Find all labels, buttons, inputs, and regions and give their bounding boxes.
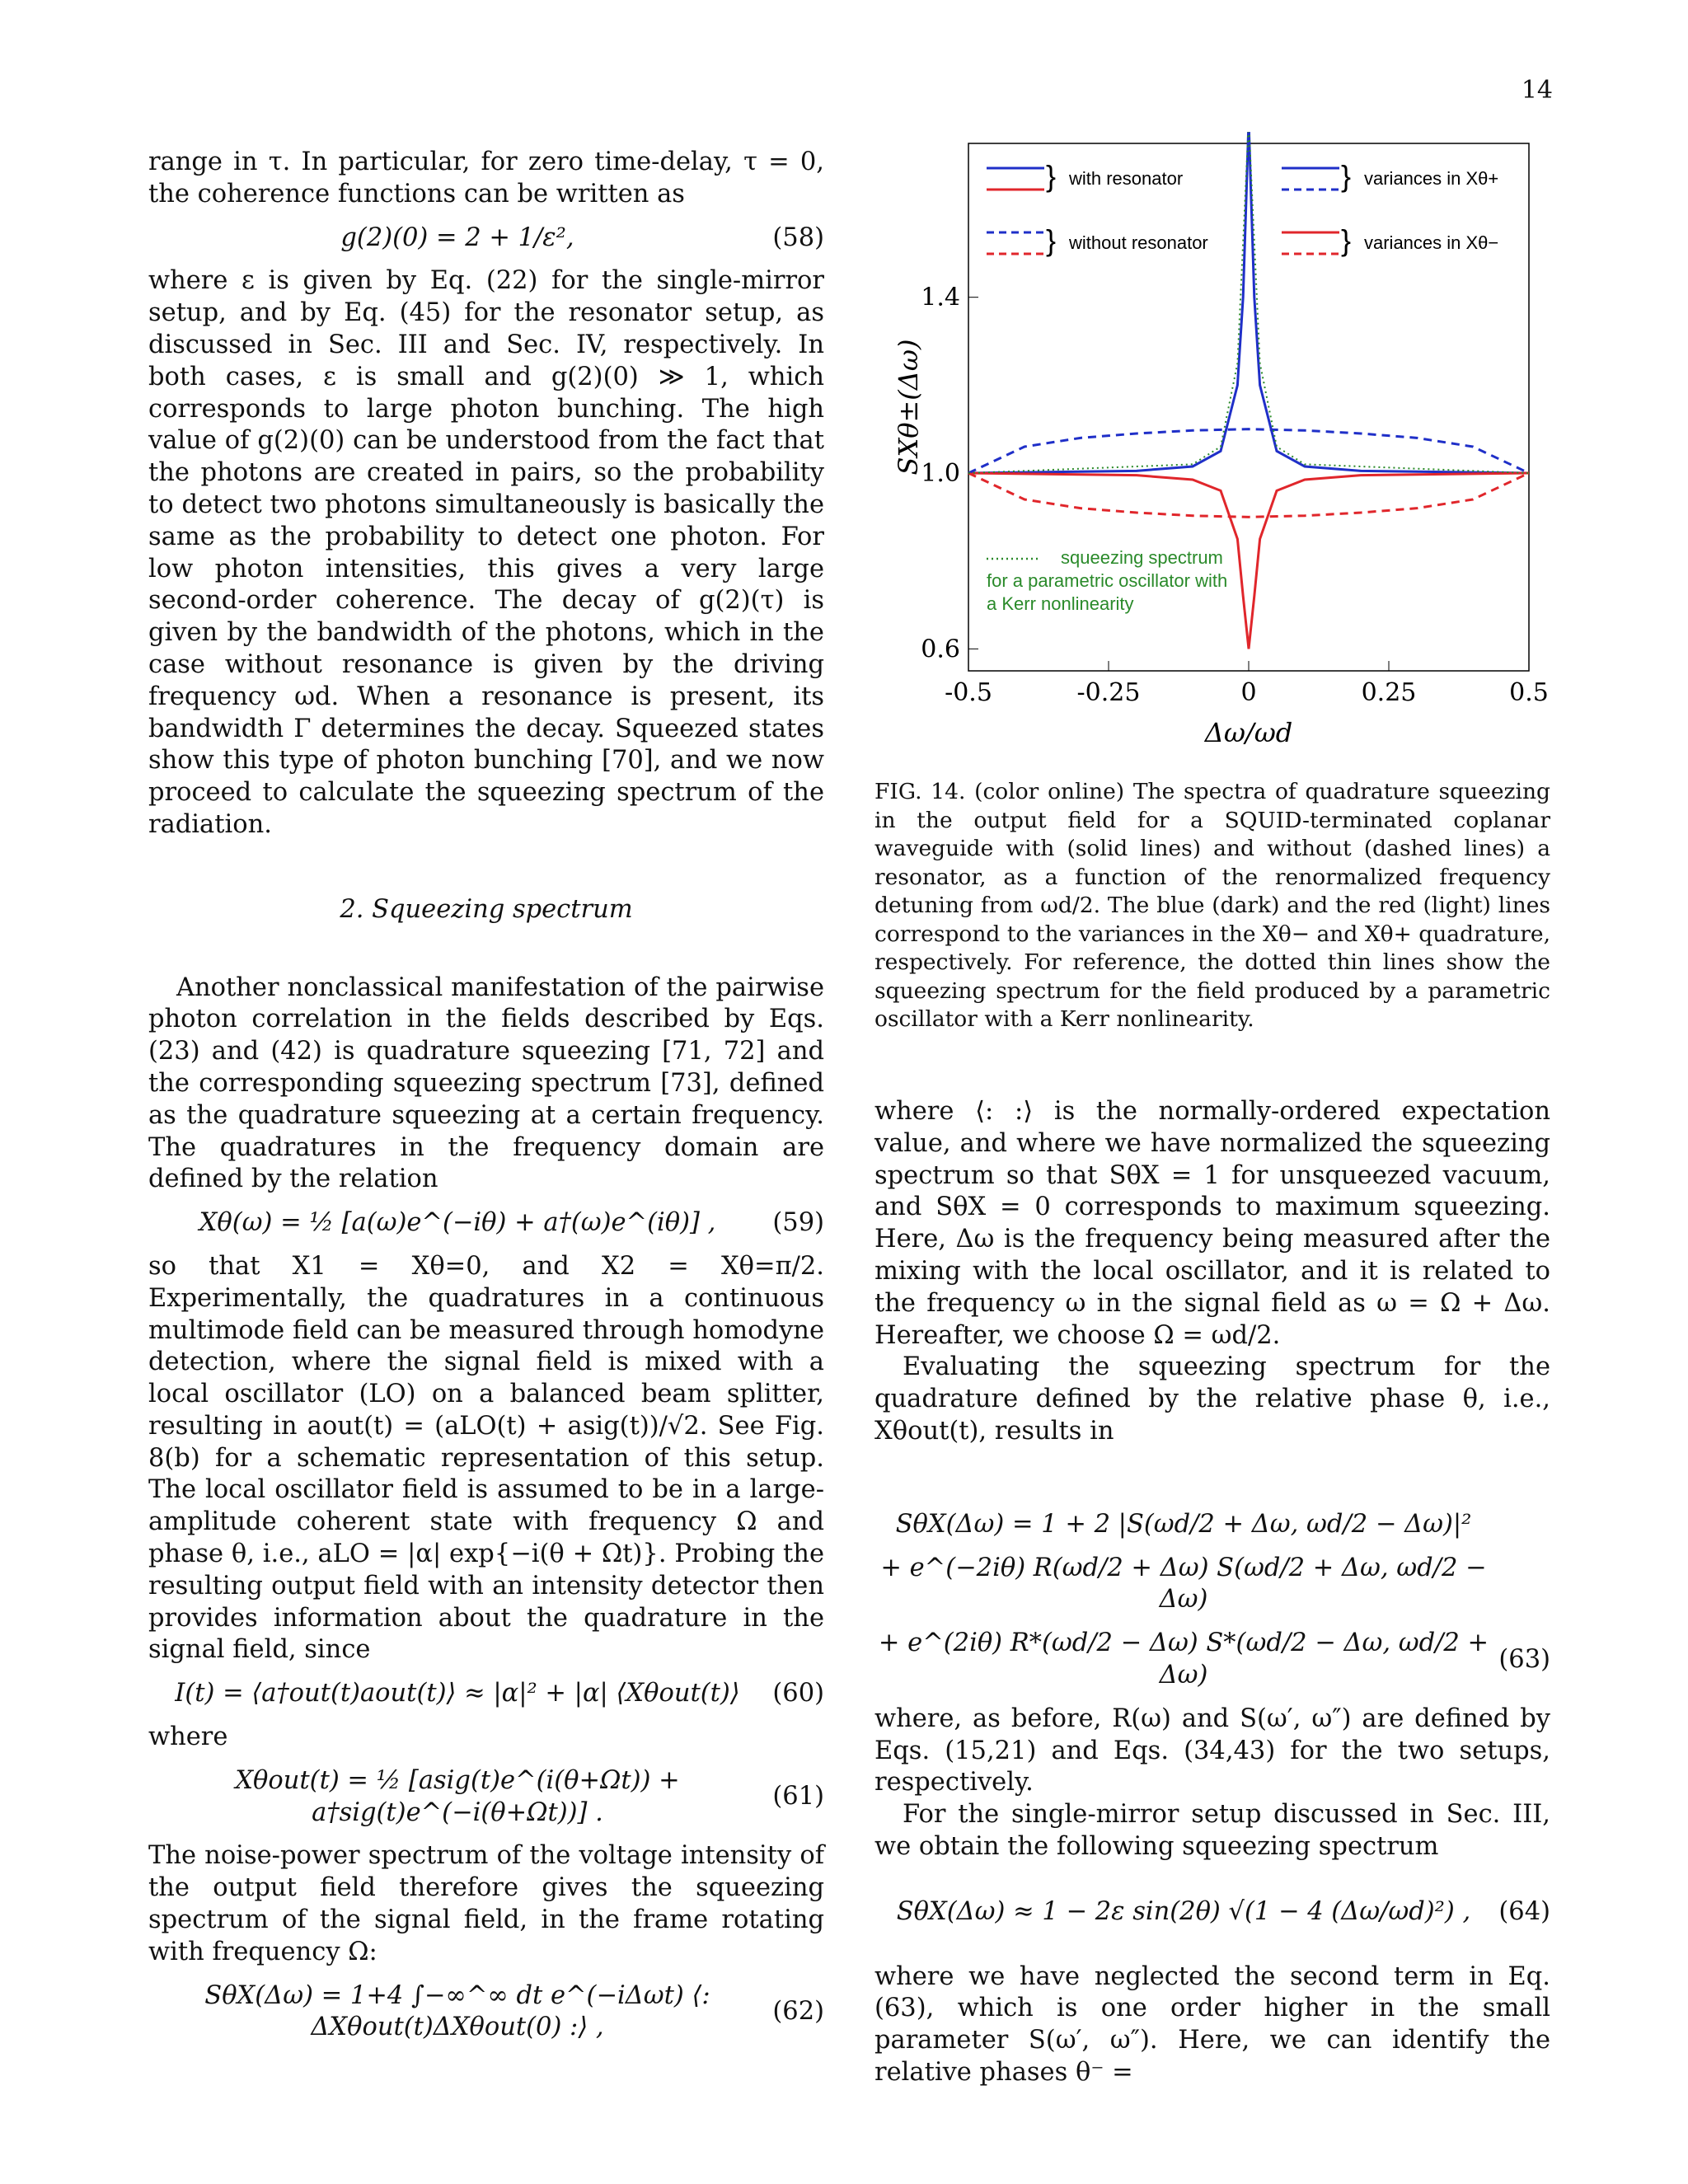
equation-body: SθX(Δω) = 1+4 ∫−∞^∞ dt e^(−iΔωt) ⟨: ΔXθout(t)ΔXθout(0) :⟩ , (204, 1980, 710, 2042)
legend-brace: } (1046, 223, 1057, 257)
legend-brace: } (1046, 159, 1057, 193)
paragraph: where we have neglected the second term in Eq. (63), which is one order higher in the small parameter S(ω′, ω″). Here, we can identify the relative phases θ⁻ = (874, 1961, 1550, 2087)
series-line-1 (968, 473, 1529, 649)
paragraph: so that X1 = Xθ=0, and X2 = Xθ=π/2. Experimentally, the quadratures in a continuous multimode field can be measured through homodyne detection, where the signal field is mixed with a local oscillator (LO) on a balanced beam splitter, resulting in aout(t) = (aLO(t) + asig(t))/√2. See Fig. 8(b) for a schematic representation of this setup. The local oscillator field is assumed to be in a large-amplitude coherent state with frequency Ω and phase θ, i.e., aLO = |α| exp{−i(θ + Ωt)}. Probing the resulting output field with an intensity detector then provides information about the quadrature in the signal field, since (148, 1251, 824, 1665)
paragraph: The noise-power spectrum of the voltage intensity of the output field therefore gives the squeezing spectrum of the signal field, in the frame rotating with frequency Ω: (148, 1841, 824, 1966)
equation-body: Xθ(ω) = ½ [a(ω)e^(−iθ) + a†(ω)e^(iθ)] , (199, 1208, 716, 1238)
equation-number: (62) (772, 1997, 824, 2027)
y-tick-label: 0.6 (921, 635, 960, 664)
equation-body: SθX(Δω) = 1 + 2 |S(ωd/2 + Δω, ωd/2 − Δω)|² (895, 1509, 1472, 1539)
equation-body: + e^(2iθ) R*(ωd/2 − Δω) S*(ωd/2 − Δω, ωd/2 + Δω) (878, 1629, 1489, 1690)
section-heading: 2. Squeezing spectrum (340, 894, 633, 924)
y-tick-label: 1.4 (921, 283, 960, 312)
equation-59 (148, 1207, 824, 1240)
legend (987, 159, 1498, 614)
equation-63-line-2 (874, 1553, 1550, 1617)
paragraph: where ⟨: :⟩ is the normally-ordered expectation value, and where we have normalized the squeezing spectrum so that SθX = 1 for unsqueezed vacuum, and SθX = 0 corresponds to maximum squeezing. Here, Δω is the frequency being measured after the mixing with the local oscillator, and it is related to the frequency ω in the signal field as ω = Ω + Δω. Hereafter, we choose Ω = ωd/2. (874, 1097, 1550, 1350)
series-line-2 (968, 429, 1529, 473)
legend-variances-minus: variances in Xθ− (1364, 232, 1499, 253)
paragraph: range in τ. In particular, for zero time-delay, τ = 0, the coherence functions can be written as (148, 148, 824, 209)
paragraph: where (148, 1722, 228, 1752)
legend-with-resonator: with resonator (1069, 168, 1184, 189)
legend-kerr-label: for a parametric oscillator with (987, 570, 1228, 591)
legend-without-resonator: without resonator (1069, 232, 1208, 253)
legend-brace: } (1341, 159, 1352, 193)
y-axis-label: SXθ±(Δω) (893, 339, 924, 476)
equation-60 (148, 1678, 824, 1710)
paragraph: where, as before, R(ω) and S(ω′, ω″) are defined by Eqs. (15,21) and Eqs. (34,43) for the two setups, respectively. (874, 1704, 1550, 1797)
equation-number: (60) (772, 1679, 824, 1708)
equation-62 (148, 1980, 824, 2045)
paragraph: where ε is given by Eq. (22) for the single-mirror setup, and by Eq. (45) for the resonator setup, as discussed in Sec. III and Sec. IV, respectively. In both cases, ε is small and g(2)(0) ≫ 1, which corresponds to large photon bunching. The high value of g(2)(0) can be understood from the fact that the photons are created in pairs, so the probability to detect two photons simultaneously is basically the same as the probability to detect one photon. For low photon intensities, this gives a very large second-order coherence. The decay of g(2)(τ) is given by the bandwidth of the photons, which in the case without resonance is given by the driving frequency ωd. When a resonance is present, its bandwidth Γ determines the decay. Squeezed states show this type of photon bunching [70], and we now proceed to calculate the squeezing spectrum of the radiation. (148, 266, 824, 839)
plot-frame (968, 143, 1529, 671)
series-line-3 (968, 473, 1529, 517)
equation-body: + e^(−2iθ) R(ωd/2 + Δω) S(ωd/2 + Δω, ωd/2 − Δω) (880, 1553, 1487, 1615)
figure-14 (874, 132, 1550, 1034)
x-tick-label: -0.5 (945, 678, 992, 707)
paragraph: Evaluating the squeezing spectrum for the quadrature defined by the relative phase θ, i.e., Xθout(t), results in (874, 1352, 1550, 1446)
equation-number: (58) (772, 223, 824, 252)
right-column (874, 1096, 1550, 2089)
paragraph: Another nonclassical manifestation of the pairwise photon correlation in the fields described by Eqs. (23) and (42) is quadrature squeezing [71, 72] and the corresponding squeezing spectrum [73], defined as the quadrature squeezing at a certain frequency. The quadratures in the frequency domain are defined by the relation (148, 972, 824, 1194)
equation-number: (63) (1498, 1644, 1550, 1674)
y-tick-label: 1.0 (921, 459, 960, 488)
x-tick-label: 0.25 (1361, 678, 1417, 707)
equation-body: I(t) = ⟨a†out(t)aout(t)⟩ ≈ |α|² + |α| ⟨Xθout(t)⟩ (175, 1679, 740, 1708)
squeezing-spectrum-chart (874, 132, 1550, 758)
paragraph: For the single-mirror setup discussed in Sec. III, we obtain the following squeezing spectrum (874, 1800, 1550, 1861)
page-number: 14 (1521, 76, 1553, 105)
x-tick-label: 0.5 (1509, 678, 1549, 707)
equation-body: g(2)(0) = 2 + 1/ε², (340, 223, 574, 252)
equation-body: Xθout(t) = ½ [asig(t)e^(i(θ+Ωt)) + a†sig(t)e^(−i(θ+Ωt))] . (235, 1765, 680, 1827)
equation-61 (148, 1765, 824, 1830)
legend-variances-plus: variances in Xθ+ (1364, 168, 1499, 189)
equation-64 (874, 1896, 1550, 1929)
legend-kerr-label: squeezing spectrum (1061, 547, 1223, 568)
legend-kerr-label: a Kerr nonlinearity (987, 593, 1134, 614)
equation-63-line-1 (874, 1509, 1550, 1541)
x-tick-label: -0.25 (1076, 678, 1141, 707)
x-axis-label: Δω/ωd (1204, 717, 1293, 748)
equation-number: (59) (772, 1208, 824, 1238)
equation-number: (61) (772, 1782, 824, 1811)
left-column (148, 147, 824, 2055)
equation-number: (64) (1498, 1896, 1550, 1926)
figure-caption: FIG. 14. (color online) The spectra of quadrature squeezing in the output field for a SQUID-terminated coplanar waveguide with (solid lines) and without (dashed lines) a resonator, as a function of the renormalized frequency detuning from ωd/2. The blue (dark) and the red (light) lines correspond to the variances in the Xθ− and Xθ+ quadrature, respectively. For reference, the dotted thin lines show the squeezing spectrum for the field produced by a parametric oscillator with a Kerr nonlinearity. (874, 779, 1550, 1032)
legend-brace: } (1341, 223, 1352, 257)
equation-body: SθX(Δω) ≈ 1 − 2ε sin(2θ) √(1 − 4 (Δω/ωd)²) , (896, 1896, 1471, 1926)
equation-58 (148, 223, 824, 255)
equation-63-line-3 (874, 1628, 1550, 1692)
x-tick-label: 0 (1240, 678, 1257, 707)
